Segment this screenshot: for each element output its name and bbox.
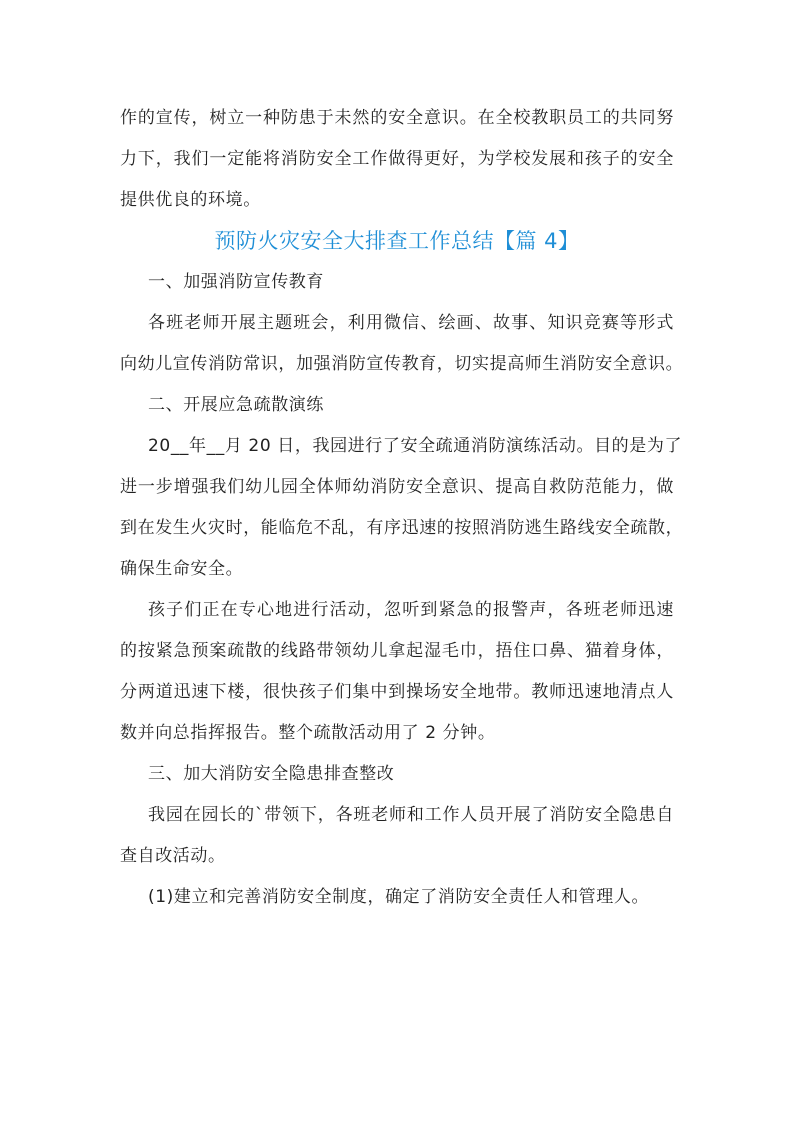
paragraph-line: 孩子们正在专心地进行活动，忽听到紧急的报警声，各班老师迅速	[148, 600, 674, 620]
document-body	[120, 98, 684, 918]
paragraph-line: 确保生命安全。	[120, 559, 244, 579]
paragraph-line: 各班老师开展主题班会，利用微信、绘画、故事、知识竞赛等形式	[148, 313, 674, 333]
paragraph-line: 进一步增强我们幼儿园全体师幼消防安全意识、提高自救防范能力，做	[120, 477, 674, 497]
paragraph-line: 我园在园长的`带领下，各班老师和工作人员开展了消防安全隐患自	[148, 805, 674, 825]
paragraph-line: 到在发生火灾时，能临危不乱，有序迅速的按照消防逃生路线安全疏散，	[120, 518, 684, 538]
intro-line: 作的宣传，树立一种防患于未然的安全意识。在全校教职员工的共同努	[120, 108, 674, 128]
paragraph-line: 查自改活动。	[120, 846, 226, 866]
section-title: 预防火灾安全大排查工作总结【篇 4】	[214, 229, 580, 253]
paragraph-line: 的按紧急预案疏散的线路带领幼儿拿起湿毛巾，捂住口鼻、猫着身体，	[120, 641, 674, 661]
paragraph-line: 数并向总指挥报告。整个疏散活动用了 2 分钟。	[120, 723, 496, 743]
section-heading: 三、加大消防安全隐患排查整改	[148, 764, 395, 784]
paragraph-line: 向幼儿宣传消防常识，加强消防宣传教育，切实提高师生消防安全意识。	[120, 354, 684, 374]
list-item: (1)建立和完善消防安全制度，确定了消防安全责任人和管理人。	[148, 887, 650, 907]
section-heading: 二、开展应急疏散演练	[148, 395, 324, 415]
section-heading: 一、加强消防宣传教育	[148, 272, 324, 292]
paragraph-line: 分两道迅速下楼，很快孩子们集中到操场安全地带。教师迅速地清点人	[120, 682, 674, 702]
intro-line: 力下，我们一定能将消防安全工作做得更好，为学校发展和孩子的安全	[120, 149, 674, 169]
paragraph-line: 20__年__月 20 日，我园进行了安全疏通消防演练活动。目的是为了	[148, 436, 683, 456]
intro-line: 提供优良的环境。	[120, 190, 261, 210]
